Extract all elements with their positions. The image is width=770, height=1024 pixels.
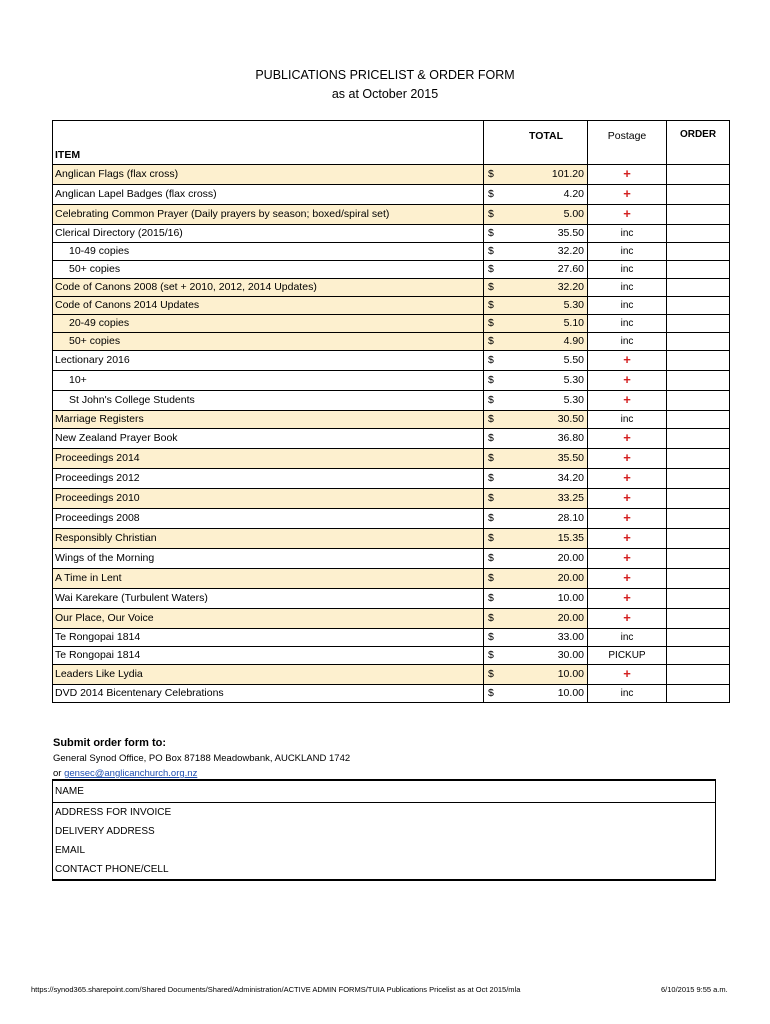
order-input-cell[interactable] <box>667 509 730 529</box>
dollar-sign: $ <box>484 225 507 243</box>
item-name: 10-49 copies <box>69 245 130 257</box>
contact-field[interactable]: CONTACT PHONE/CELL <box>53 860 716 880</box>
item-cell <box>53 185 484 205</box>
item-name: 50+ copies <box>69 263 121 275</box>
order-input-cell[interactable] <box>667 333 730 351</box>
document-title <box>0 66 770 104</box>
item-name: Proceedings 2014 <box>55 452 140 464</box>
contact-row <box>53 803 716 823</box>
contact-field[interactable]: ADDRESS FOR INVOICE <box>53 803 716 823</box>
submit-email-link[interactable]: gensec@anglicanchurch.org.nz <box>64 768 198 779</box>
item-name: Proceedings 2012 <box>55 472 140 484</box>
item-name: Marriage Registers <box>55 413 144 425</box>
postage-cell <box>588 469 667 489</box>
dollar-sign: $ <box>484 685 507 703</box>
dollar-sign: $ <box>484 165 507 185</box>
dollar-sign: $ <box>484 411 507 429</box>
postage-value: inc <box>620 336 634 347</box>
table-row <box>53 489 730 509</box>
postage-cell <box>588 549 667 569</box>
submit-or: or <box>53 768 65 779</box>
item-total: 32.20 <box>506 243 588 261</box>
order-input-cell[interactable] <box>667 489 730 509</box>
header-order: ORDER <box>667 121 730 165</box>
item-total: 15.35 <box>506 529 588 549</box>
dollar-sign: $ <box>484 449 507 469</box>
item-name: Anglican Flags (flax cross) <box>55 168 179 180</box>
item-name: Our Place, Our Voice <box>55 612 154 624</box>
dollar-sign: $ <box>484 529 507 549</box>
item-name: Celebrating Common Prayer (Daily prayers by season; boxed/spiral set) <box>55 208 390 220</box>
order-input-cell[interactable] <box>667 297 730 315</box>
postage-plus: + <box>623 490 631 505</box>
item-cell <box>53 685 484 703</box>
item-total: 33.25 <box>506 489 588 509</box>
item-cell <box>53 589 484 609</box>
contact-row <box>53 780 716 803</box>
dollar-sign: $ <box>484 489 507 509</box>
postage-value: inc <box>620 246 634 257</box>
order-input-cell[interactable] <box>667 449 730 469</box>
postage-plus: + <box>623 206 631 221</box>
table-row <box>53 589 730 609</box>
item-cell <box>53 449 484 469</box>
item-cell <box>53 609 484 629</box>
item-total: 10.00 <box>506 665 588 685</box>
item-name: 50+ copies <box>69 335 121 347</box>
item-total: 35.50 <box>506 225 588 243</box>
submit-address: General Synod Office, PO Box 87188 Meadowbank, AUCKLAND 1742 <box>53 753 351 764</box>
item-total: 32.20 <box>506 279 588 297</box>
item-cell <box>53 529 484 549</box>
contact-row <box>53 841 716 860</box>
item-name: Responsibly Christian <box>55 532 157 544</box>
contact-table <box>52 779 716 881</box>
item-total: 4.90 <box>506 333 588 351</box>
item-name: Wai Karekare (Turbulent Waters) <box>55 592 208 604</box>
title-line-2: as at October 2015 <box>331 87 439 101</box>
item-total: 5.00 <box>506 205 588 225</box>
item-name: 10+ <box>69 374 87 386</box>
postage-plus: + <box>623 510 631 525</box>
order-input-cell[interactable] <box>667 685 730 703</box>
postage-plus: + <box>623 666 631 681</box>
item-total: 5.30 <box>506 391 588 411</box>
order-input-cell[interactable] <box>667 205 730 225</box>
postage-value: inc <box>620 264 634 275</box>
postage-plus: + <box>623 590 631 605</box>
table-row <box>53 205 730 225</box>
postage-cell <box>588 225 667 243</box>
item-name: Clerical Directory (2015/16) <box>55 227 183 239</box>
order-input-cell[interactable] <box>667 469 730 489</box>
table-row <box>53 429 730 449</box>
table-row <box>53 185 730 205</box>
order-input-cell[interactable] <box>667 261 730 279</box>
item-total: 5.10 <box>506 315 588 333</box>
item-cell <box>53 315 484 333</box>
postage-cell <box>588 205 667 225</box>
title-line-1: PUBLICATIONS PRICELIST & ORDER FORM <box>255 68 515 82</box>
order-input-cell[interactable] <box>667 371 730 391</box>
postage-cell <box>588 333 667 351</box>
dollar-sign: $ <box>484 371 507 391</box>
dollar-sign: $ <box>484 609 507 629</box>
postage-value: inc <box>620 282 634 293</box>
item-total: 20.00 <box>506 569 588 589</box>
postage-cell <box>588 665 667 685</box>
item-total: 35.50 <box>506 449 588 469</box>
item-total: 27.60 <box>506 261 588 279</box>
postage-plus: + <box>623 610 631 625</box>
item-total: 30.50 <box>506 411 588 429</box>
contact-row <box>53 860 716 880</box>
item-name: Proceedings 2008 <box>55 512 140 524</box>
dollar-sign: $ <box>484 351 507 371</box>
postage-plus: + <box>623 352 631 367</box>
item-total: 36.80 <box>506 429 588 449</box>
postage-cell <box>588 529 667 549</box>
item-total: 30.00 <box>506 647 588 665</box>
contact-field[interactable]: DELIVERY ADDRESS <box>53 822 716 841</box>
item-name: Code of Canons 2008 (set + 2010, 2012, 2014 Updates) <box>55 281 317 293</box>
item-name: Lectionary 2016 <box>55 354 130 366</box>
postage-cell <box>588 647 667 665</box>
table-row <box>53 261 730 279</box>
table-row <box>53 647 730 665</box>
order-input-cell[interactable] <box>667 665 730 685</box>
item-cell <box>53 333 484 351</box>
order-input-cell[interactable] <box>667 549 730 569</box>
table-row <box>53 509 730 529</box>
item-name: Te Rongopai 1814 <box>55 649 141 661</box>
postage-cell <box>588 411 667 429</box>
table-row <box>53 411 730 429</box>
item-cell <box>53 225 484 243</box>
dollar-sign: $ <box>484 647 507 665</box>
postage-cell <box>588 569 667 589</box>
table-row <box>53 279 730 297</box>
postage-plus: + <box>623 430 631 445</box>
postage-value: inc <box>620 414 634 425</box>
postage-cell <box>588 429 667 449</box>
order-input-cell[interactable] <box>667 315 730 333</box>
order-input-cell[interactable] <box>667 279 730 297</box>
item-cell <box>53 509 484 529</box>
table-row <box>53 449 730 469</box>
item-cell <box>53 549 484 569</box>
order-input-cell[interactable] <box>667 629 730 647</box>
order-input-cell[interactable] <box>667 411 730 429</box>
table-row <box>53 165 730 185</box>
item-cell <box>53 243 484 261</box>
table-row <box>53 333 730 351</box>
table-row <box>53 371 730 391</box>
order-input-cell[interactable] <box>667 589 730 609</box>
submit-title: Submit order form to: <box>53 737 167 749</box>
postage-cell <box>588 371 667 391</box>
table-row <box>53 469 730 489</box>
item-cell <box>53 205 484 225</box>
table-row <box>53 629 730 647</box>
order-input-cell[interactable] <box>667 391 730 411</box>
postage-plus: + <box>623 530 631 545</box>
header-item: ITEM <box>53 121 484 165</box>
postage-cell <box>588 351 667 371</box>
order-input-cell[interactable] <box>667 351 730 371</box>
item-cell <box>53 411 484 429</box>
dollar-sign: $ <box>484 569 507 589</box>
table-row <box>53 569 730 589</box>
postage-plus: + <box>623 392 631 407</box>
item-name: Anglican Lapel Badges (flax cross) <box>55 188 217 200</box>
item-name: Te Rongopai 1814 <box>55 631 141 643</box>
item-cell <box>53 261 484 279</box>
item-name: Wings of the Morning <box>55 552 155 564</box>
table-row <box>53 549 730 569</box>
postage-cell <box>588 243 667 261</box>
item-cell <box>53 569 484 589</box>
table-row <box>53 315 730 333</box>
item-cell <box>53 371 484 391</box>
postage-cell <box>588 489 667 509</box>
header-dollar-blank <box>484 121 507 165</box>
postage-value: inc <box>620 688 634 699</box>
dollar-sign: $ <box>484 333 507 351</box>
item-name: DVD 2014 Bicentenary Celebrations <box>55 687 224 699</box>
contact-field[interactable]: NAME <box>53 780 716 803</box>
table-row <box>53 243 730 261</box>
order-input-cell[interactable] <box>667 225 730 243</box>
postage-value: inc <box>620 300 634 311</box>
dollar-sign: $ <box>484 549 507 569</box>
order-input-cell[interactable] <box>667 185 730 205</box>
dollar-sign: $ <box>484 185 507 205</box>
dollar-sign: $ <box>484 205 507 225</box>
postage-cell <box>588 685 667 703</box>
item-total: 101.20 <box>506 165 588 185</box>
item-name: New Zealand Prayer Book <box>55 432 178 444</box>
item-cell <box>53 351 484 371</box>
postage-cell <box>588 185 667 205</box>
item-name: 20-49 copies <box>69 317 130 329</box>
table-row <box>53 391 730 411</box>
postage-cell <box>588 509 667 529</box>
dollar-sign: $ <box>484 629 507 647</box>
item-cell <box>53 489 484 509</box>
order-input-cell[interactable] <box>667 529 730 549</box>
table-row <box>53 351 730 371</box>
item-name: Proceedings 2010 <box>55 492 140 504</box>
item-cell <box>53 391 484 411</box>
header-total: TOTAL <box>506 121 588 165</box>
item-total: 10.00 <box>506 589 588 609</box>
postage-value: inc <box>620 228 634 239</box>
item-total: 34.20 <box>506 469 588 489</box>
header-postage: Postage <box>588 121 667 165</box>
postage-cell <box>588 629 667 647</box>
order-input-cell[interactable] <box>667 165 730 185</box>
item-cell <box>53 469 484 489</box>
table-row <box>53 297 730 315</box>
postage-value: inc <box>620 632 634 643</box>
postage-cell <box>588 449 667 469</box>
table-row <box>53 665 730 685</box>
table-row <box>53 529 730 549</box>
item-total: 4.20 <box>506 185 588 205</box>
postage-cell <box>588 589 667 609</box>
dollar-sign: $ <box>484 391 507 411</box>
item-cell <box>53 665 484 685</box>
item-total: 20.00 <box>506 549 588 569</box>
item-name: Leaders Like Lydia <box>55 668 143 680</box>
item-name: St John's College Students <box>69 394 195 406</box>
submit-info <box>53 736 350 781</box>
contact-field[interactable]: EMAIL <box>53 841 716 860</box>
postage-plus: + <box>623 186 631 201</box>
item-cell <box>53 629 484 647</box>
item-total: 5.50 <box>506 351 588 371</box>
postage-cell <box>588 279 667 297</box>
item-total: 5.30 <box>506 371 588 391</box>
postage-plus: + <box>623 550 631 565</box>
postage-plus: + <box>623 470 631 485</box>
postage-value: PICKUP <box>608 650 646 661</box>
postage-plus: + <box>623 166 631 181</box>
item-cell <box>53 279 484 297</box>
postage-plus: + <box>623 450 631 465</box>
item-name: Code of Canons 2014 Updates <box>55 299 200 311</box>
item-name: A Time in Lent <box>55 572 122 584</box>
item-total: 10.00 <box>506 685 588 703</box>
item-cell <box>53 297 484 315</box>
footer-datetime: 6/10/2015 9:55 a.m. <box>661 985 728 994</box>
dollar-sign: $ <box>484 469 507 489</box>
dollar-sign: $ <box>484 243 507 261</box>
postage-cell <box>588 297 667 315</box>
footer-path: https://synod365.sharepoint.com/Shared Documents/Shared/Administration/ACTIVE ADMIN FORMS/TUIA Publications Pricelist as at Oct 2015/mla <box>31 985 521 994</box>
postage-cell <box>588 165 667 185</box>
item-cell <box>53 429 484 449</box>
table-row <box>53 609 730 629</box>
pricelist-table <box>52 120 730 703</box>
postage-cell <box>588 391 667 411</box>
postage-plus: + <box>623 372 631 387</box>
table-row <box>53 225 730 243</box>
item-total: 20.00 <box>506 609 588 629</box>
contact-row <box>53 822 716 841</box>
item-cell <box>53 647 484 665</box>
dollar-sign: $ <box>484 279 507 297</box>
dollar-sign: $ <box>484 665 507 685</box>
postage-plus: + <box>623 570 631 585</box>
item-total: 33.00 <box>506 629 588 647</box>
item-total: 5.30 <box>506 297 588 315</box>
dollar-sign: $ <box>484 297 507 315</box>
dollar-sign: $ <box>484 509 507 529</box>
order-input-cell[interactable] <box>667 647 730 665</box>
dollar-sign: $ <box>484 589 507 609</box>
item-cell <box>53 165 484 185</box>
postage-cell <box>588 261 667 279</box>
order-input-cell[interactable] <box>667 429 730 449</box>
dollar-sign: $ <box>484 429 507 449</box>
dollar-sign: $ <box>484 261 507 279</box>
order-input-cell[interactable] <box>667 569 730 589</box>
postage-cell <box>588 315 667 333</box>
dollar-sign: $ <box>484 315 507 333</box>
item-total: 28.10 <box>506 509 588 529</box>
order-input-cell[interactable] <box>667 609 730 629</box>
postage-value: inc <box>620 318 634 329</box>
postage-cell <box>588 609 667 629</box>
table-row <box>53 685 730 703</box>
order-input-cell[interactable] <box>667 243 730 261</box>
table-header-row <box>53 121 730 165</box>
